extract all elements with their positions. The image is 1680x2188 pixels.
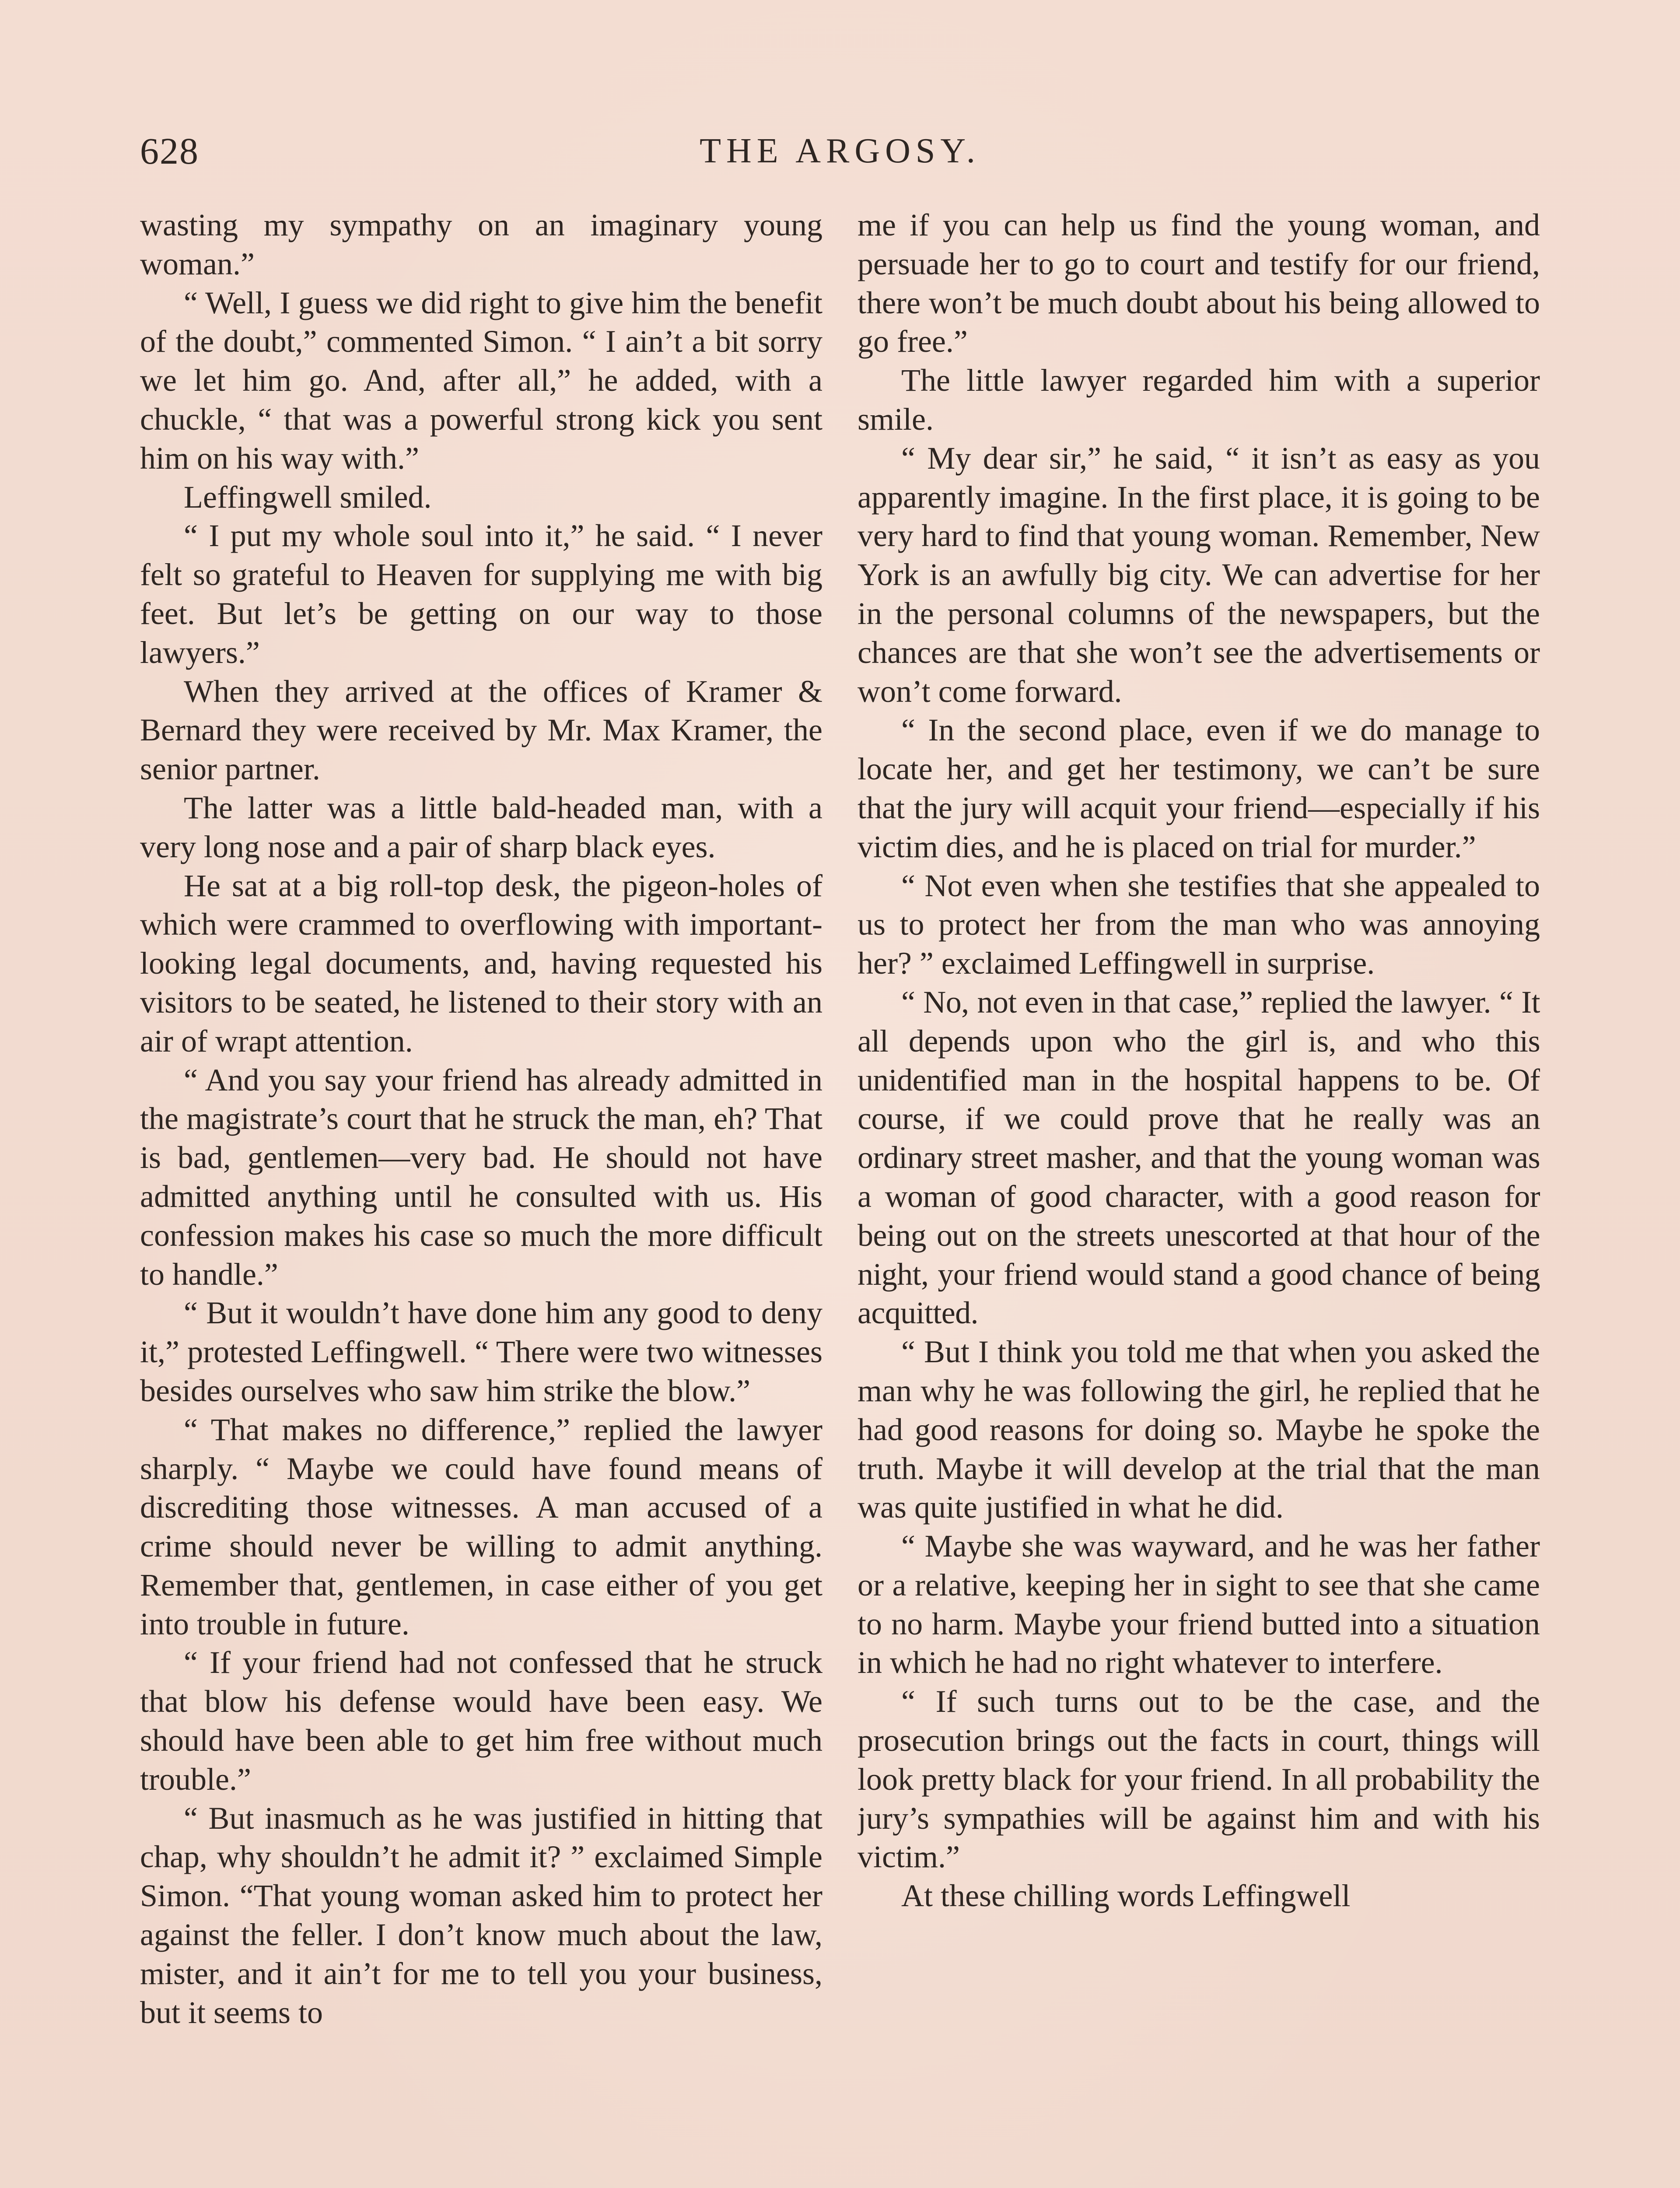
paragraph: When they arrived at the offices of Kramer & Bernard they were received by Mr. Max Kramer, the senior partner. bbox=[140, 673, 822, 787]
journal-title: THE ARGOSY. bbox=[700, 132, 980, 170]
paragraph: “ My dear sir,” he said, “ it isn’t as easy as you apparently imagine. In the first place, it is going to be very hard to find that young woman. Remember, New York is an awfully big city. We can advertise for her in the personal columns of the newspapers, but the chances are that she won’t see the advertisements or won’t come forward. bbox=[858, 440, 1540, 709]
paragraph: The latter was a little bald-headed man, with a very long nose and a pair of sharp black eyes. bbox=[140, 790, 822, 864]
paragraph: “ If your friend had not confessed that he struck that blow his defense would have been easy. We should have been able to get him free without much trouble.” bbox=[140, 1645, 822, 1797]
paragraph: “ But inasmuch as he was justified in hitting that chap, why shouldn’t he admit it? ” exclaimed Simple Simon. “That young woman asked him to protect her against the feller. I don’t know much about the law, mister, and it ain’t for me to tell you your business, but it seems to bbox=[140, 1800, 822, 2030]
paragraph: “ If such turns out to be the case, and the prosecution brings out the facts in court, things will look pretty black for your friend. In all probability the jury’s sympathies will be against him and with his victim.” bbox=[858, 1684, 1540, 1875]
right-column bbox=[858, 206, 1540, 2188]
paragraph: “ And you say your friend has already admitted in the magistrate’s court that he struck the man, eh? That is bad, gentlemen—very bad. He should not have admitted anything until he consulted with us. His confession makes his case so much the more difficult to handle.” bbox=[140, 1062, 822, 1292]
text-columns bbox=[140, 206, 1540, 2188]
paragraph: “ Not even when she testifies that she appealed to us to protect her from the man who was annoying her? ” exclaimed Leffingwell in surprise. bbox=[858, 868, 1540, 981]
paragraph: “ No, not even in that case,” replied the lawyer. “ It all depends upon who the girl is, and who this unidentified man in the hospital happens to be. Of course, if we could prove that he really was an ordinary street masher, and that the young woman was a woman of good character, with a good reason for being out on the streets unescorted at that hour of the night, your friend would stand a good chance of being acquitted. bbox=[858, 984, 1540, 1331]
page-number: 628 bbox=[140, 130, 199, 172]
left-column bbox=[140, 206, 822, 2188]
paragraph: wasting my sympathy on an imaginary young woman.” bbox=[140, 207, 822, 281]
paragraph: “ But I think you told me that when you asked the man why he was following the girl, he replied that he had good reasons for doing so. Maybe he spoke the truth. Maybe it will develop at the trial that the man was quite justified in what he did. bbox=[858, 1334, 1540, 1525]
paragraph: me if you can help us find the young woman, and persuade her to go to court and testify for our friend, there won’t be much doubt about his being allowed to go free.” bbox=[858, 207, 1540, 359]
paragraph: The little lawyer regarded him with a superior smile. bbox=[858, 363, 1540, 437]
paragraph: “ I put my whole soul into it,” he said. “ I never felt so grateful to Heaven for supplying me with big feet. But let’s be getting on our way to those lawyers.” bbox=[140, 518, 822, 670]
paragraph: “ Well, I guess we did right to give him the benefit of the doubt,” commented Simon. “ I ain’t a bit sorry we let him go. And, after all,” he added, with a chuckle, “ that was a powerful strong kick you sent him on his way with.” bbox=[140, 285, 822, 476]
paragraph: “ But it wouldn’t have done him any good to deny it,” protested Leffingwell. “ There were two witnesses besides ourselves who saw him strike the blow.” bbox=[140, 1295, 822, 1408]
paragraph: “ That makes no difference,” replied the lawyer sharply. “ Maybe we could have found means of discrediting those witnesses. A man accused of a crime should never be willing to admit anything. Remember that, gentlemen, in case either of you get into trouble in future. bbox=[140, 1412, 822, 1641]
paragraph: Leffingwell smiled. bbox=[184, 479, 432, 515]
paragraph: “ In the second place, even if we do manage to locate her, and get her testimony, we can’t be sure that the jury will acquit your friend—especially if his victim dies, and he is placed on trial for murder.” bbox=[858, 712, 1540, 864]
paragraph: He sat at a big roll-top desk, the pigeon-holes of which were crammed to overflowing with important-looking legal documents, and, having requested his visitors to be seated, he listened to their story with an air of wrapt attention. bbox=[140, 868, 822, 1059]
paragraph: “ Maybe she was wayward, and he was her father or a relative, keeping her in sight to see that she came to no harm. Maybe your friend butted into a situation in which he had no right whatever to interfere. bbox=[858, 1529, 1540, 1680]
paragraph: At these chilling words Leffingwell bbox=[901, 1878, 1351, 1914]
running-head bbox=[140, 127, 1540, 175]
